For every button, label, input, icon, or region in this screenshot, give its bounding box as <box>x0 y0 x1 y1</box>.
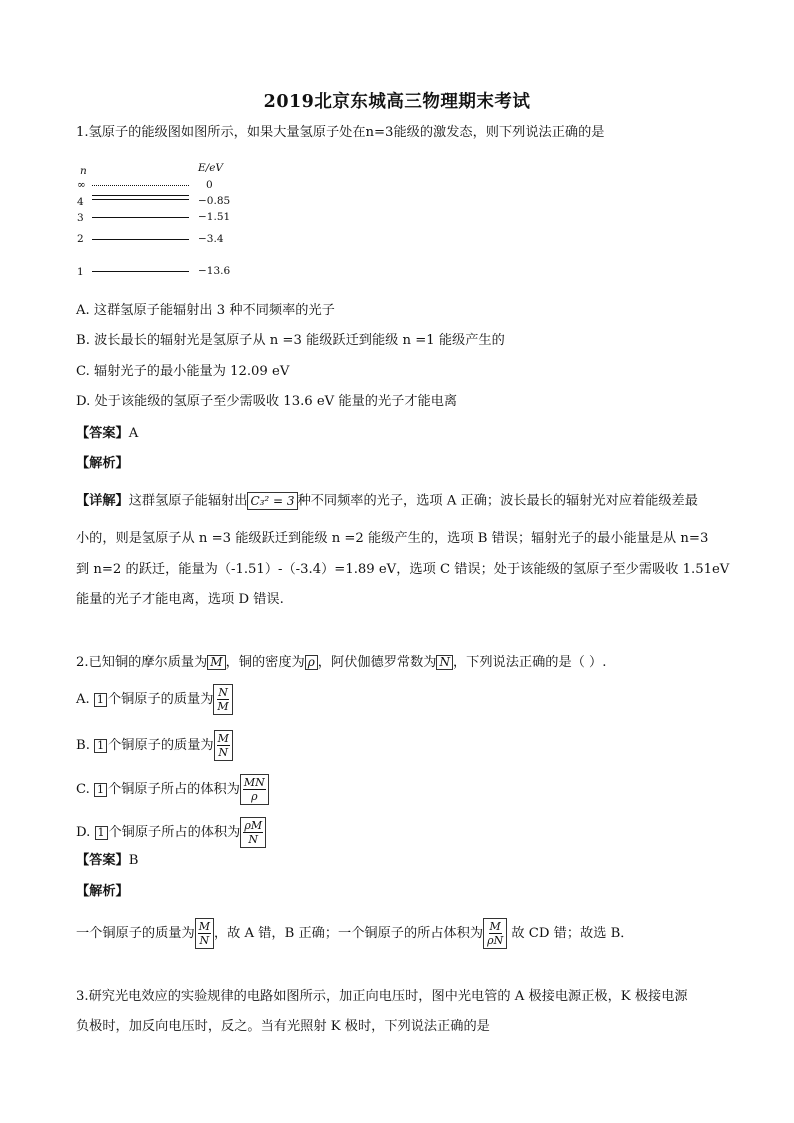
detail-label: 【详解】 <box>76 493 129 509</box>
q3-stem-line-1: 3.研究光电效应的实验规律的电路如图所示，加正向电压时，图中光电管的 A 极接电源正极，K 极接电源 <box>76 989 688 1004</box>
q1-detail-line-4: 能量的光子才能电离，选项 D 错误. <box>76 592 284 607</box>
option-label: B. <box>76 738 90 753</box>
q2-stem <box>76 654 606 672</box>
symbol-N: N <box>436 655 453 670</box>
option-text: 个铜原子所占的体积为 <box>108 825 241 840</box>
denominator: N <box>199 934 210 947</box>
fraction <box>213 684 232 715</box>
level-e-1: −13.6 <box>198 265 231 277</box>
symbol-rho: ρ <box>305 655 318 670</box>
level-n-inf: ∞ <box>77 179 86 191</box>
q1-option-c: C. 辐射光子的最小能量为 12.09 eV <box>76 364 290 379</box>
stem-text: ，阿伏伽德罗常数为 <box>317 655 437 670</box>
level-n-3: 3 <box>77 212 84 224</box>
q1-analysis-label: 【解析】 <box>76 456 129 471</box>
option-label: C. <box>76 782 90 797</box>
analysis-text: 一个铜原子的质量为 <box>76 926 195 941</box>
one-box: 1 <box>94 739 107 753</box>
analysis-text: 故 CD 错；故选 B． <box>507 926 634 941</box>
denominator: ρ <box>251 790 258 803</box>
answer-value: A <box>128 426 139 441</box>
option-text: 个铜原子的质量为 <box>108 738 214 753</box>
answer-label: 【答案】 <box>76 426 129 441</box>
detail-text: 种不同频率的光子，选项 A 正确；波长最长的辐射光对应着能级差最 <box>297 493 698 509</box>
denominator: M <box>217 700 229 713</box>
numerator: ρM <box>244 819 263 832</box>
answer-label: 【答案】 <box>76 853 129 868</box>
option-text: 个铜原子的质量为 <box>107 692 214 707</box>
one-box: 1 <box>94 693 107 707</box>
n-axis-label: n <box>80 165 87 177</box>
level-line-2 <box>92 239 189 240</box>
q1-stem: 1.氢原子的能级图如图所示，如果大量氢原子处在n=3能级的激发态，则下列说法正确的是 <box>76 125 605 140</box>
q1-answer <box>76 425 138 443</box>
q2-option-a <box>76 684 233 715</box>
page-title: 2019北京东城高三物理期末考试 <box>263 92 531 112</box>
level-line-1 <box>92 271 189 272</box>
numerator: M <box>198 920 210 933</box>
numerator: N <box>218 686 228 699</box>
answer-value: B <box>128 853 139 868</box>
numerator: M <box>217 732 229 745</box>
denominator: N <box>218 746 229 759</box>
option-label: A. <box>76 692 90 707</box>
level-n-4: 4 <box>77 196 84 208</box>
level-line-inf <box>92 185 189 186</box>
denominator: ρN <box>487 934 504 947</box>
numerator: MN <box>243 776 265 789</box>
q2-analysis-label: 【解析】 <box>76 884 129 899</box>
level-e-4: −0.85 <box>198 195 231 207</box>
option-label: D. <box>76 825 91 840</box>
one-box: 1 <box>94 783 107 797</box>
level-e-inf: 0 <box>206 179 213 191</box>
fraction <box>483 918 507 949</box>
q1-detail-line-2: 小的，则是氢原子从 n =3 能级跃迁到能级 n =2 能级产生的，选项 B 错误；辐射光子的最小能量是从 n=3 <box>76 531 709 546</box>
level-line-3 <box>92 217 189 218</box>
fraction <box>240 774 269 805</box>
level-e-2: −3.4 <box>198 233 224 245</box>
fraction <box>240 817 266 848</box>
stem-text: ，铜的密度为 <box>225 655 305 670</box>
level-line-4 <box>92 199 189 200</box>
q1-option-b: B. 波长最长的辐射光是氢原子从 n =3 能级跃迁到能级 n =1 能级产生的 <box>76 333 505 348</box>
fraction <box>195 918 214 949</box>
denominator: N <box>248 833 259 846</box>
detail-text: 这群氢原子能辐射出 <box>128 493 248 509</box>
analysis-text: ，故 A 错，B 正确；一个铜原子的所占体积为 <box>213 926 484 941</box>
fraction <box>214 730 233 761</box>
q1-detail-line-3: 到 n=2 的跃迁，能量为（-1.51）-（-3.4）=1.89 eV，选项 C 错误；处于该能级的氢原子至少需吸收 1.51eV <box>76 562 730 577</box>
level-line-5 <box>92 195 189 196</box>
combination-formula: C₃² = 3 <box>247 492 297 510</box>
q1-detail-line-1 <box>76 492 698 511</box>
one-box: 1 <box>95 826 108 840</box>
numerator: M <box>489 920 501 933</box>
level-e-3: −1.51 <box>198 211 231 223</box>
q1-option-d: D. 处于该能级的氢原子至少需吸收 13.6 eV 能量的光子才能电离 <box>76 394 458 409</box>
q2-option-c <box>76 774 269 805</box>
option-text: 个铜原子所占的体积为 <box>108 782 240 797</box>
stem-text: ，下列说法正确的是（ ）. <box>452 655 607 670</box>
q3-stem-line-2: 负极时，加反向电压时，反之。当有光照射 K 极时，下列说法正确的是 <box>76 1019 490 1034</box>
level-n-2: 2 <box>77 233 84 245</box>
energy-axis-label: E/eV <box>198 162 223 174</box>
q2-option-d <box>76 817 266 848</box>
q2-option-b <box>76 730 233 761</box>
stem-text: 2.已知铜的摩尔质量为 <box>76 655 208 670</box>
level-n-1: 1 <box>77 266 84 278</box>
symbol-M: M <box>207 655 225 670</box>
q1-option-a: A. 这群氢原子能辐射出 3 种不同频率的光子 <box>76 303 335 318</box>
q2-analysis <box>76 918 633 949</box>
q2-answer <box>76 852 138 870</box>
